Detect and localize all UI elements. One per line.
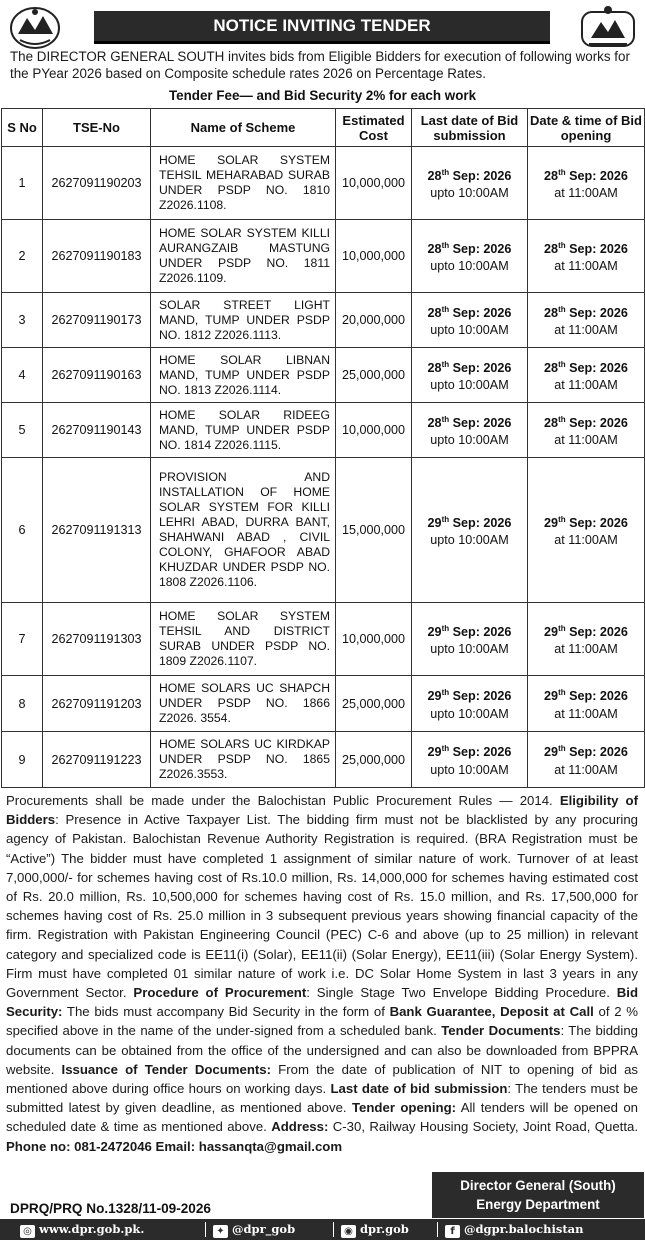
cell-sno: 7 [2,603,43,676]
last-date-month: Sep: 2026 [452,169,512,184]
cell-last-date: 28th Sep: 2026 upto 10:00AM [412,403,528,458]
cell-opening-date: 29th Sep: 2026 at 11:00AM [528,676,645,732]
terms-text: : The tenders must be submitted latest by given deadline, as mentioned above. [6,1081,639,1116]
open-date-day: 28 [544,169,559,184]
signatory-title: Director General (South) [460,1178,616,1193]
last-date-month: Sep: 2026 [452,745,512,760]
cell-last-date: 29th Sep: 2026 upto 10:00AM [412,676,528,732]
open-date-time: at 11:00AM [554,378,618,393]
terms-text: : Single Stage Two Envelope Bidding Procedure. [306,985,617,1001]
cell-sno: 5 [2,403,43,458]
cell-tse-no: 2627091191223 [43,732,151,788]
last-date-day: 28 [427,416,442,431]
cell-opening-date: 28th Sep: 2026 at 11:00AM [528,403,645,458]
open-date-time: at 11:00AM [554,323,618,338]
cell-last-date: 28th Sep: 2026 upto 10:00AM [412,220,528,293]
open-date-month: Sep: 2026 [569,745,628,760]
open-date-month: Sep: 2026 [569,242,628,257]
terms-heading: Last date of bid submission [330,1081,508,1097]
cell-estimated-cost: 25,000,000 [336,676,412,732]
cell-estimated-cost: 20,000,000 [336,293,412,348]
last-date-time: upto 10:00AM [430,186,509,201]
cell-tse-no: 2627091190183 [43,220,151,293]
cell-opening-date: 29th Sep: 2026 at 11:00AM [528,458,645,603]
last-date-month: Sep: 2026 [452,689,512,704]
cell-last-date: 28th Sep: 2026 upto 10:00AM [412,293,528,348]
cell-scheme-name: HOME SOLARS UC SHAPCH UNDER PSDP NO. 1866 Z2026. 3554. [151,676,336,732]
open-date-month: Sep: 2026 [569,306,628,321]
balochistan-emblem-logo [8,4,62,50]
cell-estimated-cost: 25,000,000 [336,732,412,788]
terms-heading: Eligibility of Bidders [6,793,638,828]
last-date-day: 29 [427,625,442,640]
last-date-day: 28 [427,306,442,321]
terms-heading: Tender Documents [441,1023,561,1039]
last-date-time: upto 10:00AM [430,706,509,721]
terms-heading: Issuance of Tender Documents: [61,1061,272,1077]
terms-text: All tenders will be opened on scheduled date & time as mentioned above. [6,1100,638,1135]
cell-scheme-name: HOME SOLAR SYSTEM TEHSIL MEHARABAD SURAB UNDER PSDP NO. 1810 Z2026.1108. [151,147,336,220]
terms-text: of 2 % specified above in the name of the under-signed from a scheduled bank. [6,1004,638,1039]
cell-sno: 9 [2,732,43,788]
header-opening: Date & time of Bid opening [528,109,645,147]
tender-fee-subtitle: Tender Fee— and Bid Security 2% for each work [168,88,477,103]
open-date-day: 29 [544,516,559,531]
terms-text: The bids must accompany Bid Security in the form of [62,1004,390,1020]
terms-heading: Tender opening: [351,1100,457,1116]
cell-tse-no: 2627091190163 [43,348,151,403]
cell-last-date: 29th Sep: 2026 upto 10:00AM [412,732,528,788]
last-date-time: upto 10:00AM [430,433,509,448]
cell-opening-date: 29th Sep: 2026 at 11:00AM [528,603,645,676]
signature-block [432,1172,644,1218]
open-date-month: Sep: 2026 [569,416,628,431]
open-date-day: 28 [544,361,559,376]
cell-tse-no: 2627091191313 [43,458,151,603]
header-scheme: Name of Scheme [151,109,336,147]
terms-heading: Email: hassanqta@gmail.com [155,1138,343,1154]
cell-estimated-cost: 10,000,000 [336,220,412,293]
cell-scheme-name: SOLAR STREET LIGHT MAND, TUMP UNDER PSDP NO. 1812 Z2026.1113. [151,293,336,348]
instagram-icon: ◉ [341,1225,356,1238]
last-date-time: upto 10:00AM [430,762,509,777]
open-date-time: at 11:00AM [554,706,618,721]
cell-scheme-name: HOME SOLAR SYSTEM KILLI AURANGZAIB MASTUNG UNDER PSDP NO. 1811 Z2026.1109. [151,220,336,293]
cell-opening-date: 28th Sep: 2026 at 11:00AM [528,293,645,348]
terms-heading: Bid Security: [6,985,639,1020]
open-date-time: at 11:00AM [554,762,618,777]
open-date-day: 28 [544,306,559,321]
last-date-month: Sep: 2026 [452,361,512,376]
cell-opening-date: 28th Sep: 2026 at 11:00AM [528,220,645,293]
twitter-icon: ✦ [213,1225,228,1238]
cell-last-date: 28th Sep: 2026 upto 10:00AM [412,147,528,220]
cell-estimated-cost: 15,000,000 [336,458,412,603]
cell-estimated-cost: 10,000,000 [336,147,412,220]
last-date-month: Sep: 2026 [452,306,512,321]
last-date-time: upto 10:00AM [430,323,509,338]
cell-tse-no: 2627091190203 [43,147,151,220]
open-date-time: at 11:00AM [554,642,618,657]
notice-header [0,0,645,108]
last-date-month: Sep: 2026 [452,416,512,431]
reference-number: DPRQ/PRQ No.1328/11-09-2026 [10,1201,211,1216]
last-date-day: 29 [427,689,442,704]
open-date-day: 28 [544,416,559,431]
terms-heading: Bank Guarantee, Deposit at Call [389,1004,594,1020]
open-date-time: at 11:00AM [554,533,618,548]
header-cost: Estimated Cost [336,109,412,147]
cell-sno: 8 [2,676,43,732]
last-date-day: 29 [427,516,442,531]
globe-icon: ◎ [20,1225,35,1238]
open-date-month: Sep: 2026 [569,169,628,184]
terms-and-conditions [6,791,638,1156]
cell-tse-no: 2627091190173 [43,293,151,348]
table-row [2,220,645,293]
cell-tse-no: 2627091191303 [43,603,151,676]
last-date-time: upto 10:00AM [430,378,509,393]
last-date-month: Sep: 2026 [452,625,512,640]
table-row [2,603,645,676]
footer-instagram[interactable]: ◉ dpr.gob [341,1222,409,1238]
cell-sno: 1 [2,147,43,220]
terms-text: : Presence in Active Taxpayer List. The bidding firm must not be blacklisted by any procuring agency of Pakistan. Balochistan Revenue Authority Registration is required. (BRA Registration must be “Active”) The bidder must have completed 1 assignment of similar nature of work. Turnover of at least 7,000,000/- for schemes having cost of Rs.10.0 million, Rs. 14,000,000 for schemes having estimated cost of Rs. 20.0 million, Rs. 10,500,000 for schemes having cost of Rs. 15.0 million, and Rs. 17,500,000 for schemes having cost of Rs. 25.0 million in 3 subsequent previous years showing financial capacity of the firm. Registration with Pakistan Engineering Council (PEC) C-6 and above (up to 25 million) in relevant category and specialized code is EE11(i) (Solar), EE11(ii) (Solar Energy), EE11(iii) (Solar Energy System). Firm must have completed 01 similar nature of work i.e. DC Solar Home System in last 3 years in any Government Sector. [6,812,638,1001]
last-date-time: upto 10:00AM [430,642,509,657]
cell-tse-no: 2627091191203 [43,676,151,732]
cell-scheme-name: HOME SOLARS UC KIRDKAP UNDER PSDP NO. 1865 Z2026.3553. [151,732,336,788]
cell-last-date: 28th Sep: 2026 upto 10:00AM [412,348,528,403]
last-date-time: upto 10:00AM [430,259,509,274]
cell-estimated-cost: 10,000,000 [336,403,412,458]
header-last-date: Last date of Bid submission [412,109,528,147]
terms-text: Procurements shall be made under the Balochistan Public Procurement Rules — 2014. [6,793,560,808]
cell-opening-date: 28th Sep: 2026 at 11:00AM [528,348,645,403]
cell-opening-date: 29th Sep: 2026 at 11:00AM [528,732,645,788]
cell-scheme-name: HOME SOLAR LIBNAN MAND, TUMP UNDER PSDP NO. 1813 Z2026.1114. [151,348,336,403]
last-date-day: 28 [427,361,442,376]
cell-scheme-name: HOME SOLAR RIDEEG MAND, TUMP UNDER PSDP NO. 1814 Z2026.1115. [151,403,336,458]
terms-heading: Procedure of Procurement [133,985,307,1001]
cell-sno: 3 [2,293,43,348]
facebook-icon: f [445,1225,460,1238]
intro-paragraph: The DIRECTOR GENERAL SOUTH invites bids from Eligible Bidders for execution of following works for the PYear 2026 based on Composite schedule rates 2026 on Percentage Rates. [10,49,630,81]
last-date-time: upto 10:00AM [430,533,509,548]
header-sno: S No [2,109,43,147]
last-date-month: Sep: 2026 [452,516,512,531]
open-date-time: at 11:00AM [554,433,618,448]
terms-text: C-30, Railway Housing Society, Joint Road, Quetta. [328,1119,638,1135]
table-header-row [2,109,645,147]
open-date-day: 28 [544,242,559,257]
last-date-day: 28 [427,169,442,184]
cell-tse-no: 2627091190143 [43,403,151,458]
table-row [2,147,645,220]
cell-opening-date: 28th Sep: 2026 at 11:00AM [528,147,645,220]
open-date-time: at 11:00AM [554,186,618,201]
header-tse: TSE-No [43,109,151,147]
open-date-month: Sep: 2026 [569,361,628,376]
notice-title: NOTICE INVITING TENDER [94,11,550,44]
terms-text: From the date of publication of NIT to opening of bid as mentioned above during office hours on working days. [6,1061,639,1097]
cell-sno: 6 [2,458,43,603]
open-date-day: 29 [544,689,559,704]
last-date-day: 28 [427,242,442,257]
cell-estimated-cost: 10,000,000 [336,603,412,676]
cell-last-date: 29th Sep: 2026 upto 10:00AM [412,458,528,603]
open-date-month: Sep: 2026 [569,625,628,640]
last-date-day: 29 [427,745,442,760]
cell-scheme-name: HOME SOLAR SYSTEM TEHSIL AND DISTRICT SURAB UNDER PSDP NO. 1809 Z2026.1107. [151,603,336,676]
terms-heading: 081-2472046 [70,1138,156,1154]
footer-facebook[interactable]: f @dgpr.balochistan [445,1222,584,1238]
terms-text: : The bidding documents can be obtained from the office of the undersigned and can also be downloaded from BPPRA website. [6,1023,638,1077]
table-row [2,676,645,732]
table-row [2,348,645,403]
open-date-month: Sep: 2026 [569,689,628,704]
footer-bar [0,1219,645,1240]
cell-last-date: 29th Sep: 2026 upto 10:00AM [412,603,528,676]
cell-sno: 4 [2,348,43,403]
table-row [2,403,645,458]
energy-department-logo [579,4,637,50]
tender-table [1,108,645,788]
open-date-time: at 11:00AM [554,259,618,274]
cell-sno: 2 [2,220,43,293]
table-row [2,458,645,603]
terms-heading: Address: [271,1119,329,1135]
footer-website[interactable]: ◎ www.dpr.gob.pk. [20,1222,144,1238]
cell-scheme-name: PROVISION AND INSTALLATION OF HOME SOLAR SYSTEM FOR KILLI LEHRI ABAD, DURRA BANT, SHAHWANI ABAD , CIVIL COLONY, GHAFOOR ABAD KHUZDAR UNDER PSDP NO. 1808 Z2026.1106. [151,458,336,603]
last-date-month: Sep: 2026 [452,242,512,257]
open-date-day: 29 [544,625,559,640]
table-row [2,293,645,348]
terms-heading: Phone no: [6,1138,71,1154]
footer-twitter[interactable]: ✦ @dpr_gob [213,1222,295,1238]
open-date-month: Sep: 2026 [569,516,628,531]
cell-estimated-cost: 25,000,000 [336,348,412,403]
open-date-day: 29 [544,745,559,760]
table-row [2,732,645,788]
signatory-department: Energy Department [476,1197,600,1212]
